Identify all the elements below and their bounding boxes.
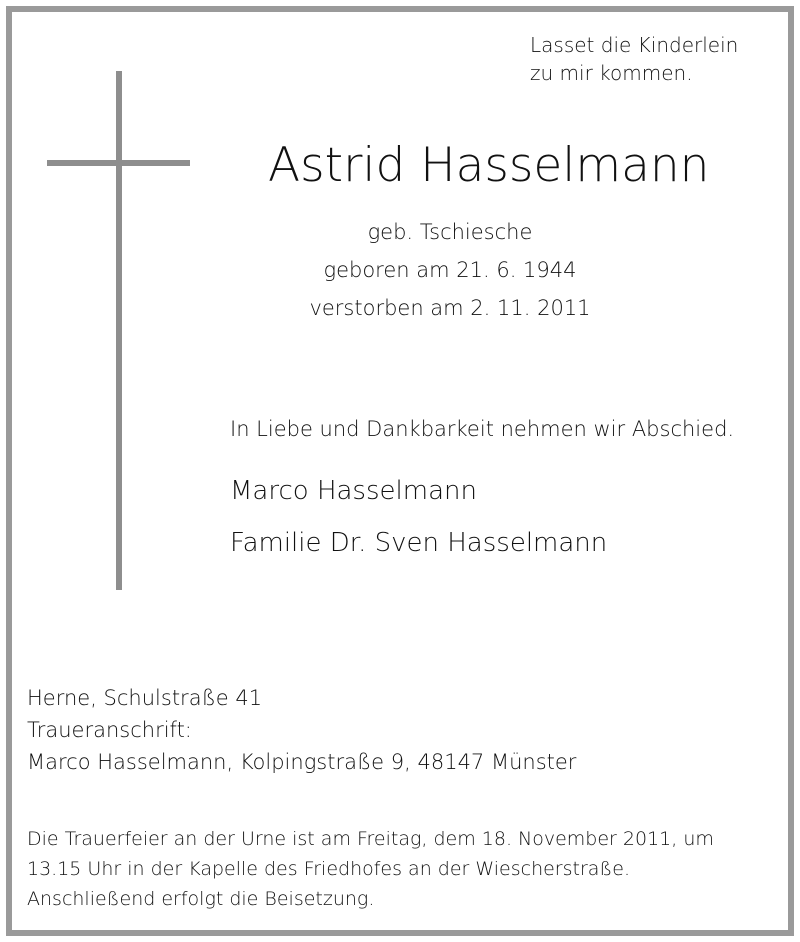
address-line: Herne, Schulstraße 41 bbox=[27, 686, 263, 710]
cross-icon bbox=[116, 71, 122, 590]
life-dates bbox=[250, 213, 650, 327]
motto bbox=[530, 31, 738, 87]
ceremony-line: 13.15 Uhr in der Kapelle des Friedhofes an der Wiescherstraße. bbox=[27, 858, 630, 880]
ceremony-line: Anschließend erfolgt die Beisetzung. bbox=[27, 888, 375, 910]
maiden-name: geb. Tschiesche bbox=[367, 220, 533, 244]
mourner-name: Familie Dr. Sven Hasselmann bbox=[230, 528, 608, 558]
address-line: Traueranschrift: bbox=[27, 718, 192, 742]
motto-line: zu mir kommen. bbox=[530, 61, 693, 85]
deceased-name: Astrid Hasselmann bbox=[268, 138, 710, 193]
address-block bbox=[27, 682, 576, 778]
ceremony-line: Die Trauerfeier an der Urne ist am Freitag, dem 18. November 2011, um bbox=[27, 828, 714, 850]
ceremony-info bbox=[27, 824, 714, 914]
death-date: verstorben am 2. 11. 2011 bbox=[309, 296, 591, 320]
mourners bbox=[230, 465, 607, 569]
farewell-text: In Liebe und Dankbarkeit nehmen wir Abschied. bbox=[230, 417, 735, 441]
mourner-name: Marco Hasselmann bbox=[230, 476, 477, 506]
motto-line: Lasset die Kinderlein bbox=[530, 33, 739, 57]
birth-date: geboren am 21. 6. 1944 bbox=[323, 258, 577, 282]
address-line: Marco Hasselmann, Kolpingstraße 9, 48147 Münster bbox=[27, 750, 577, 774]
cross-icon-crossbar bbox=[47, 160, 190, 166]
